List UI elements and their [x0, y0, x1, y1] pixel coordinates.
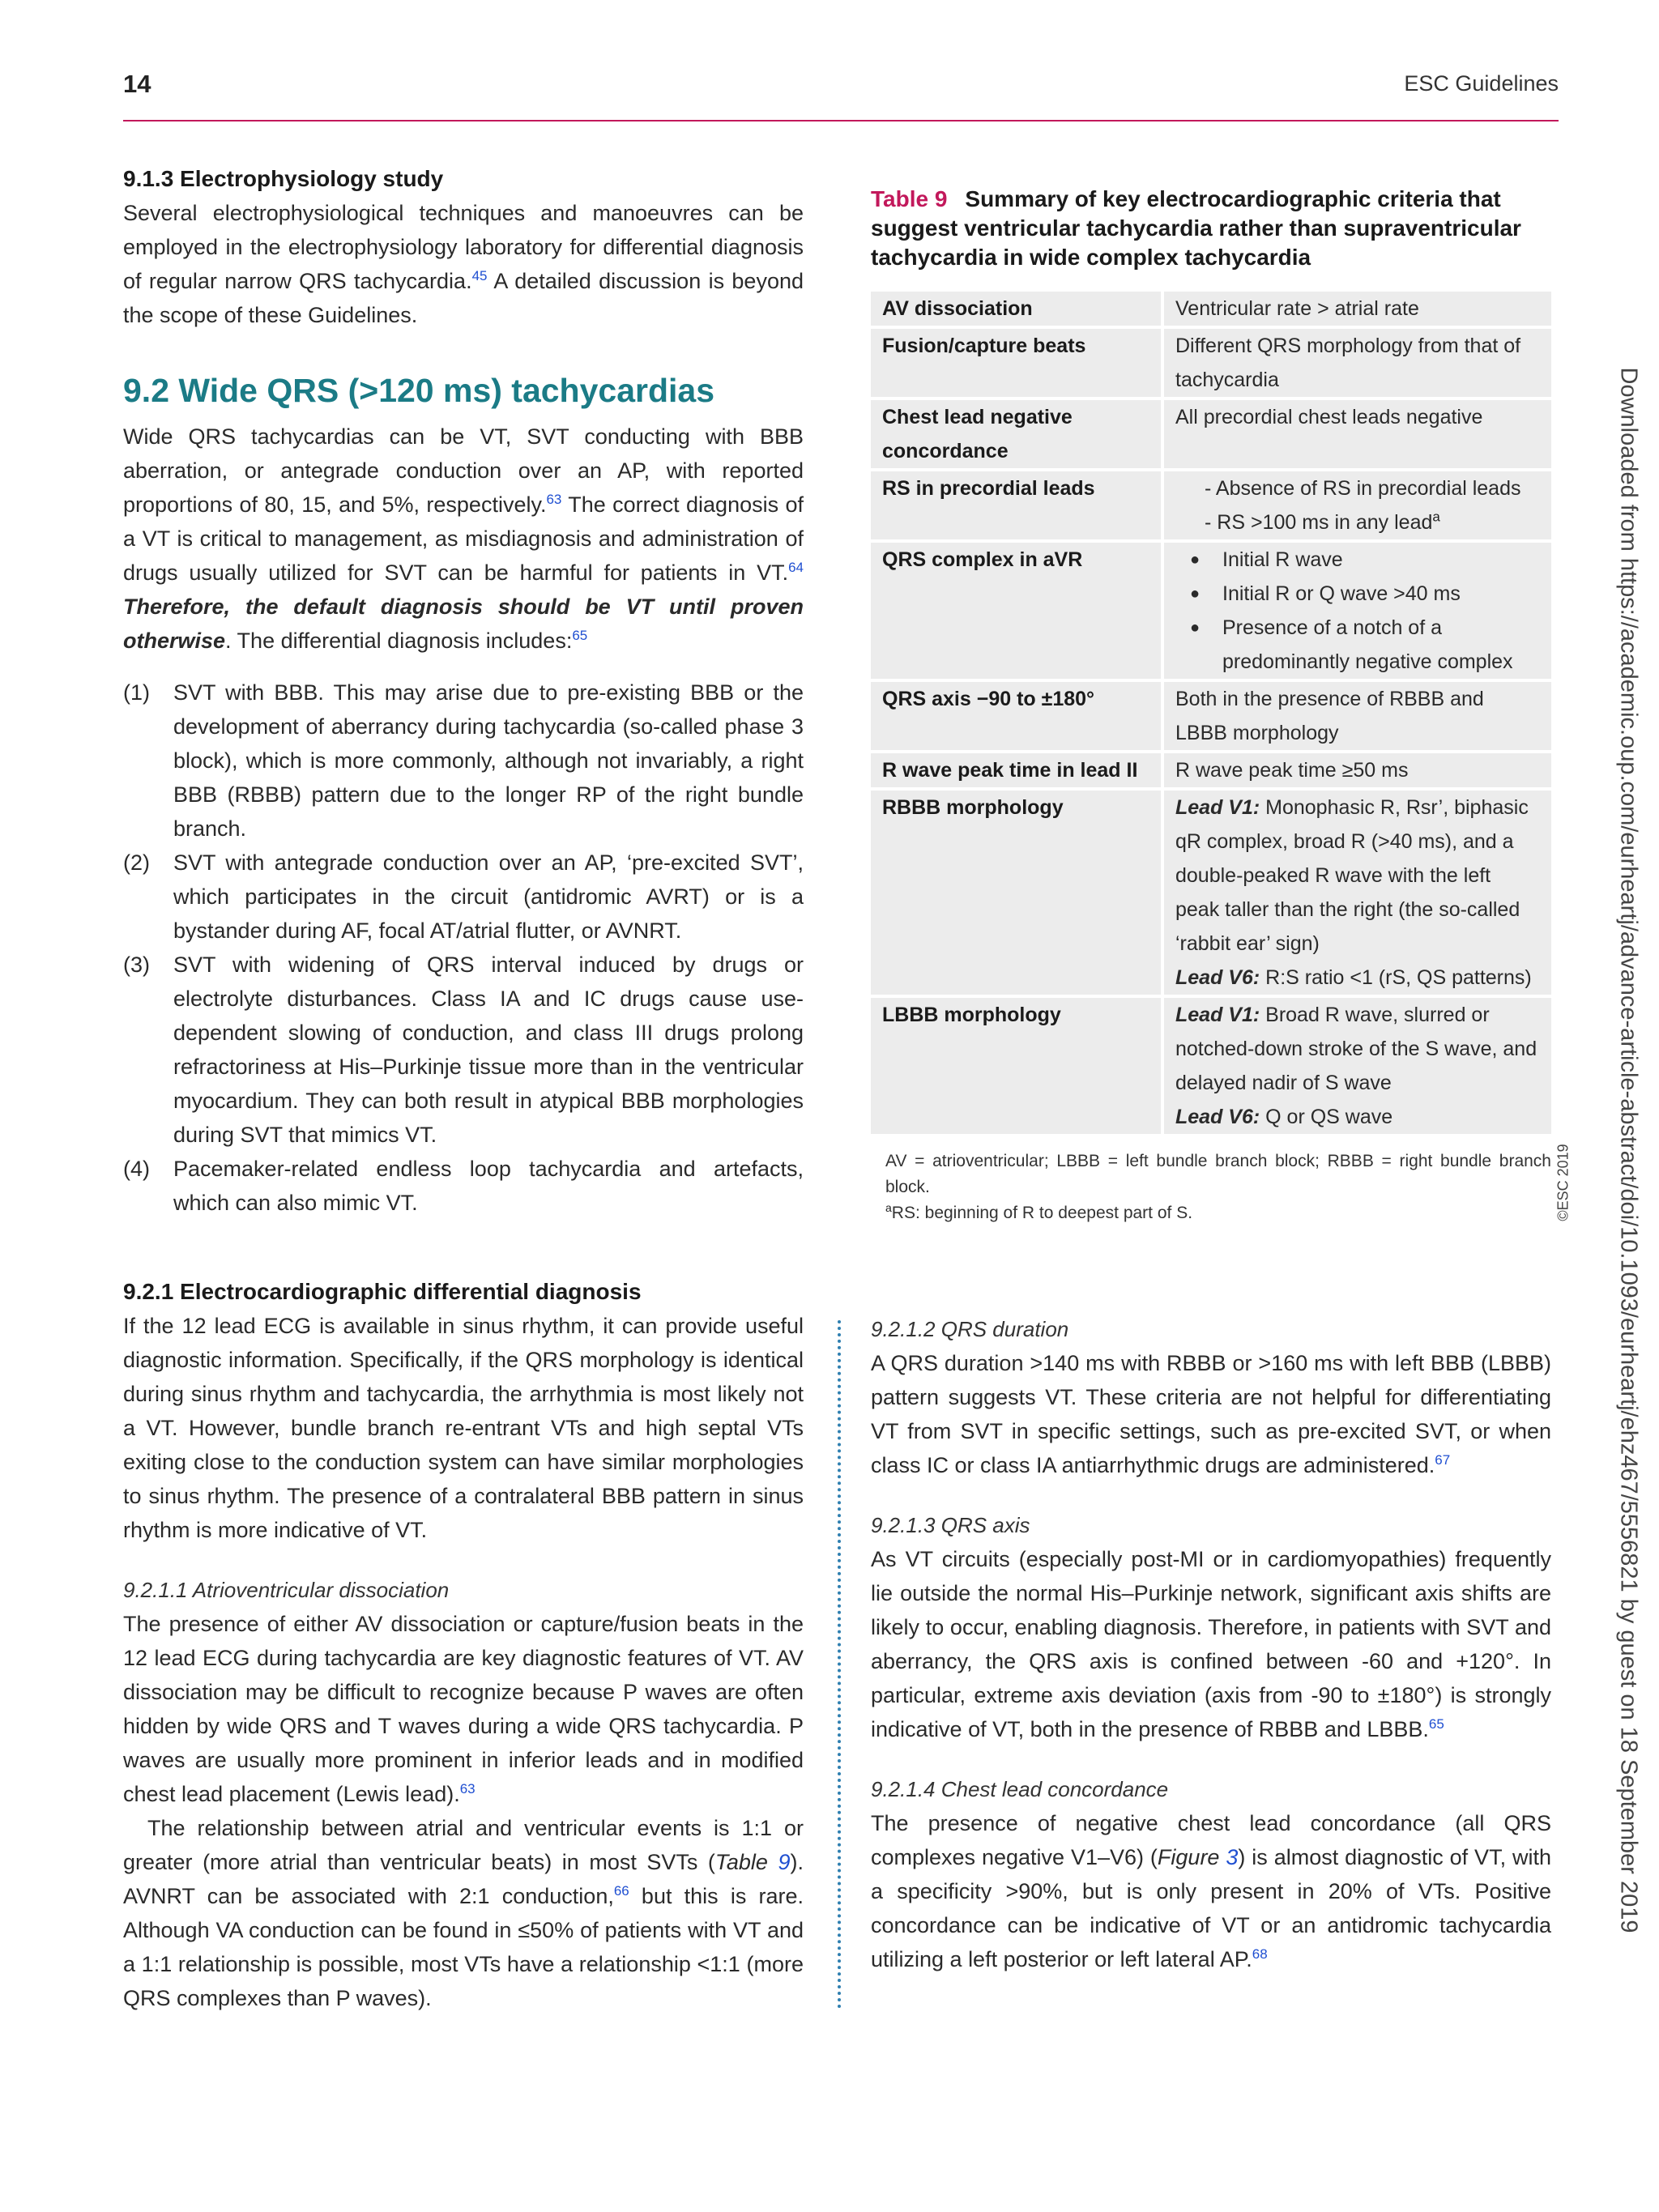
ref-link[interactable]: 63 [546, 492, 562, 507]
download-notice: Downloaded from https://academic.oup.com/eurheartj/advance-article-abstract/doi/10.1093/eurheartj/ehz467/5556821 by guest on 18 September 2019 [1615, 367, 1642, 1933]
emphasis-text: Therefore, the default diagnosis should be VT until proven otherwise [123, 595, 804, 653]
section-9-2-text: Wide QRS tachycardias can be VT, SVT conducting with BBB aberration, or antegrade conduction over an AP, with reported proportions of 80, 15, and 5%, respectively.$^{63}$ The correct diagnosis of a VT is critical to management, as misdiagnosis and administration of drugs usually utilized for SVT can be harmful for patients in VT.$^{64}$ Therefore, the default diagnosis should be VT until proven otherwise. The differential diagnosis includes:$^{65}$ [123, 424, 804, 653]
right-column-table [871, 162, 1551, 1226]
table-link[interactable]: 9 [778, 1850, 791, 1874]
ref-link[interactable]: 68 [1252, 1946, 1268, 1962]
section-9-2-1-title: 9.2.1 Electrocardiographic differential diagnosis [123, 1279, 642, 1304]
section-9-2-1-1-p1: The presence of either AV dissociation or capture/fusion beats in the 12 lead ECG during tachycardia are key diagnostic features of VT. AV dissociation may be difficult to recognize because P waves are often hidden by wide QRS and T waves during a wide QRS tachycardia. P waves are usually more prominent in inferior leads and in modified chest lead placement (Lewis lead).$^{63}$ [123, 1612, 804, 1806]
table-caption [871, 185, 1551, 272]
table-row: RBBB morphology Lead V1: Monophasic R, Rsr’, biphasic qR complex, broad R (>40 ms), and a double-peaked R wave with the left peak taller than the right (the so-called ‘rabbit ear’ sign) Lead V6: R:S ratio <1 (rS, QS patterns) [871, 791, 1551, 995]
header-rule [123, 120, 1559, 121]
ref-link[interactable]: 67 [1435, 1452, 1451, 1468]
left-column [123, 162, 804, 2015]
table-row: AV dissociation Ventricular rate > atrial rate [871, 292, 1551, 326]
section-9-2-1-1-p2: The relationship between atrial and ventricular events is 1:1 or greater (more atrial than ventricular beats) in most SVTs (Table 9). AVNRT can be associated with 2:1 conduction,$^{66}$ but this is rare. Although VA conduction can be found in ≤50% of patients with VT and a 1:1 relationship is possible, most VTs have a relationship <1:1 (more QRS complexes than P waves). [123, 1816, 804, 2010]
section-9-1-3-title: 9.1.3 Electrophysiology study [123, 166, 444, 191]
copyright-notice: ©ESC 2019 [1555, 1144, 1572, 1221]
figure-link[interactable]: 3 [1226, 1845, 1239, 1869]
section-9-2-1-2-text: A QRS duration >140 ms with RBBB or >160 ms with left BBB (LBBB) pattern suggests VT. These criteria are not helpful for differentiating VT from SVT in specific settings, such as pre-excited SVT, or when class IC or class IA antiarrhythmic drugs are administered.$^{67}$ [871, 1351, 1551, 1477]
ref-link[interactable]: 66 [613, 1883, 629, 1899]
section-9-2-1-4-title: 9.2.1.4 Chest lead concordance [871, 1777, 1169, 1801]
ref-link[interactable]: 63 [459, 1781, 476, 1796]
table-row: RS in precordial leads - Absence of RS in precordial leads - RS >100 ms in any lead$^a$ [871, 471, 1551, 539]
table-row: R wave peak time in lead II R wave peak time ≥50 ms [871, 753, 1551, 787]
list-item: (4) Pacemaker-related endless loop tachycardia and artefacts, which can also mimic VT. [123, 1157, 804, 1215]
right-column-text [871, 1312, 1551, 1976]
table-row: LBBB morphology Lead V1: Broad R wave, slurred or notched-down stroke of the S wave, and delayed nadir of S wave Lead V6: Q or QS wave [871, 998, 1551, 1134]
section-9-2-1-4-text: The presence of negative chest lead concordance (all QRS complexes negative V1–V6) (Figure 3) is almost diagnostic of VT, with a specificity >90%, but is only present in 20% of VTs. Positive concordance can be indicative of VT or an antidromic tachycardia utilizing a left posterior or left lateral AP.$^{68}$ [871, 1811, 1551, 1971]
table-row: Chest lead negative concordance All precordial chest leads negative [871, 400, 1551, 468]
ref-link[interactable]: 65 [1428, 1716, 1444, 1732]
differential-list [123, 676, 804, 1220]
table-row: QRS axis −90 to ±180° Both in the presence of RBBB and LBBB morphology [871, 682, 1551, 750]
column-separator [838, 1320, 841, 2009]
section-9-2-1-text: If the 12 lead ECG is available in sinus rhythm, it can provide useful diagnostic information. Specifically, if the QRS morphology is identical during sinus rhythm and tachycardia, the arrhythmia is most likely not a VT. However, bundle branch re-entrant VTs and high septal VTs exiting close to the conduction system can have similar morphologies to sinus rhythm. The presence of a contralateral BBB pattern in sinus rhythm is more indicative of VT. [123, 1314, 804, 1542]
ref-link[interactable]: 64 [788, 560, 804, 575]
table-label: Table 9 [871, 186, 948, 211]
table-footnotes: AV = atrioventricular; LBBB = left bundle branch block; RBBB = right bundle branch block. $^a$RS: beginning of R to deepest part of S. [885, 1152, 1551, 1222]
list-item: (2) SVT with antegrade conduction over an AP, ‘pre-excited SVT’, which participates in the circuit (antidromic AVRT) or is a bystander during AF, focal AT/atrial flutter, or AVNRT. [123, 850, 804, 943]
section-9-2-1-3-title: 9.2.1.3 QRS axis [871, 1513, 1030, 1537]
table-row: Fusion/capture beats Different QRS morphology from that of tachycardia [871, 329, 1551, 397]
section-9-2-1-3-text: As VT circuits (especially post-MI or in cardiomyopathies) frequently lie outside the normal His–Purkinje network, significant axis shifts are likely to occur, enabling diagnosis. Therefore, in patients with SVT and aberrancy, the QRS axis is confined between -60 and +120°. In particular, extreme axis deviation (axis from -90 to ±180°) is strongly indicative of VT, both in the presence of RBBB and LBBB.$^{65}$ [871, 1547, 1551, 1741]
list-item: (3) SVT with widening of QRS interval induced by drugs or electrolyte disturbances. Class IA and IC drugs cause use-dependent slowing of conduction, and class III drugs prolong refractoriness at His–Purkinje tissue more than in the ventricular myocardium. They can both result in atypical BBB morphologies during SVT that mimics VT. [123, 953, 804, 1147]
page-number: 14 [123, 70, 151, 98]
running-head: ESC Guidelines [1404, 71, 1559, 96]
table-9 [871, 288, 1551, 1137]
ref-link[interactable]: 45 [471, 268, 488, 283]
ref-link[interactable]: 65 [572, 628, 588, 643]
table-title: Summary of key electrocardiographic criteria that suggest ventricular tachycardia rather than supraventricular tachycardia in wide complex tachycardia [871, 186, 1521, 270]
section-9-2-1-1-title: 9.2.1.1 Atrioventricular dissociation [123, 1578, 450, 1602]
section-9-2-1-2-title: 9.2.1.2 QRS duration [871, 1317, 1069, 1341]
section-9-1-3-text: Several electrophysiological techniques and manoeuvres can be employed in the electrophysiology laboratory for differential diagnosis of regular narrow QRS tachycardia.$^{45}$ A detailed discussion is beyond the scope of these Guidelines. [123, 201, 804, 327]
table-row: QRS complex in aVR ● Initial R wave ● Initial R or Q wave >40 ms ● Presence of a notch of a predominantly negative complex [871, 543, 1551, 679]
list-item: (1) SVT with BBB. This may arise due to pre-existing BBB or the development of aberrancy during tachycardia (so-called phase 3 block), which is more commonly, although not invariably, a right BBB (RBBB) pattern due to the longer RP of the right bundle branch. [123, 680, 804, 841]
section-9-2-title: 9.2 Wide QRS (>120 ms) tachycardias [123, 372, 714, 409]
